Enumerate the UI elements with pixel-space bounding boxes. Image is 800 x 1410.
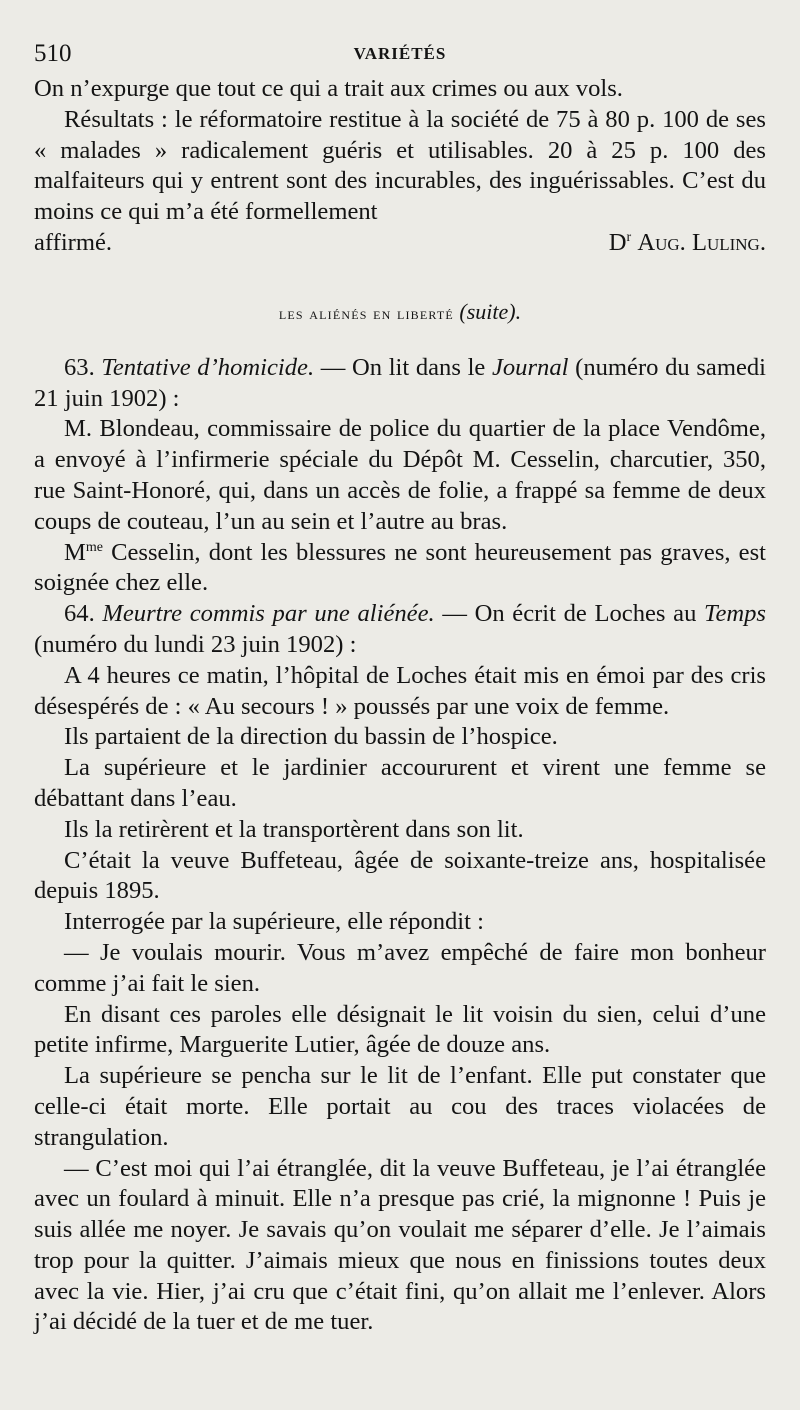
case-64-number: 64.: [64, 600, 95, 628]
signature-line: [34, 228, 766, 259]
case-64-paragraph: A 4 heures ce matin, l’hôpital de Loches était mis en émoi par des cris désespérés de : « Au secours ! » poussés par une voix de femme.: [34, 661, 766, 720]
case-64-heading: [34, 599, 766, 661]
section-heading-suffix: (suite).: [459, 298, 522, 324]
case-63-paragraph: [34, 538, 766, 600]
case-63-ref: (numéro du samedi 21 juin 1902) :: [34, 353, 766, 412]
case-64-paragraph: Ils partaient de la direction du bassin de l’hospice.: [64, 723, 558, 751]
case-64-title: Meurtre commis par une aliénée.: [102, 600, 435, 628]
page-number: 510: [34, 40, 72, 67]
case-64-lead: — On écrit de Loches au: [434, 600, 705, 628]
case-64-paragraph: C’était la veuve Buffeteau, âgée de soixante-treize ans, hospitalisée depuis 1895.: [34, 846, 766, 905]
results-paragraph: Résultats : le réformatoire restitue à la société de 75 à 80 p. 100 de ses « malades » radicalement guéris et utilisables. 20 à 25 p. 100 des malfaiteurs qui y entrent sont des incurables, des inguérissables. C’est du moins ce qui m’a été formellement: [34, 105, 766, 226]
case-63-title: Tentative d’homicide.: [101, 353, 315, 381]
section-heading-text: les aliénés en liberté: [278, 303, 454, 323]
signature: [609, 228, 766, 259]
case-64-paragraph: La supérieure se pencha sur le lit de l’enfant. Elle put constater que celle-ci était morte. Elle portait au cou des traces violacées de strangulation.: [34, 1062, 766, 1151]
case-63-paragraph: M. Blondeau, commissaire de police du quartier de la place Vendôme, a envoyé à l’infirmerie spéciale du Dépôt M. Cesselin, charcutier, 350, rue Saint-Honoré, qui, dans un accès de folie, a frappé sa femme de deux coups de couteau, l’un au sein et l’autre au bras.: [34, 415, 766, 535]
section-heading: [34, 297, 766, 329]
page-body: [34, 74, 766, 1338]
signature-title: D: [608, 228, 627, 256]
case-64-paragraph: Ils la retirèrent et la transportèrent dans son lit.: [64, 815, 524, 843]
case-63-title-abbr-sup: me: [85, 539, 103, 555]
case-63-paragraph-text: Cesselin, dont les blessures ne sont heureusement pas graves, est soignée chez elle.: [34, 538, 766, 597]
case-63-lead: — On lit dans le: [314, 353, 492, 381]
case-64-paragraph: La supérieure et le jardinier accoururent et virent une femme se débattant dans l’eau.: [34, 754, 766, 812]
case-64-paragraph: En disant ces paroles elle désignait le lit voisin du sien, celui d’une petite infirme, Marguerite Lutier, âgée de douze ans.: [34, 1000, 766, 1059]
case-64-paragraph: — Je voulais mourir. Vous m’avez empêché de faire mon bonheur comme j’ai fait le sien.: [34, 938, 766, 997]
case-64-paragraph: — C’est moi qui l’ai étranglée, dit la veuve Buffeteau, je l’ai étranglée avec un foulard à minuit. Elle n’a presque pas crié, la mignonne ! Puis je suis allée me noyer. Je savais qu’on voulait me séparer d’elle. Je l’aimais trop pour la quitter. J’aimais mieux que nous en finissions toutes deux avec la vie. Hier, j’ai cru que c’était fini, qu’on allait me l’enlever. Alors j’ai décidé de la tuer et de me tuer.: [34, 1154, 766, 1336]
running-head: [34, 40, 766, 74]
case-63-number: 63.: [64, 353, 95, 381]
case-64-journal: Temps: [704, 600, 766, 628]
case-63-title-abbr: M: [64, 538, 86, 566]
signature-last-word: affirmé.: [34, 228, 113, 256]
case-64-ref: (numéro du lundi 23 juin 1902) :: [34, 630, 357, 658]
case-63-heading: [34, 353, 766, 415]
case-64-paragraph: Interrogée par la supérieure, elle répondit :: [64, 908, 484, 936]
signature-name: Aug. Luling.: [637, 228, 766, 256]
running-section-title: VARIÉTÉS: [353, 44, 447, 63]
case-63-journal: Journal: [491, 353, 569, 381]
signature-title-sup: r: [626, 229, 632, 245]
intro-line: On n’expurge que tout ce qui a trait aux crimes ou aux vols.: [34, 75, 623, 102]
